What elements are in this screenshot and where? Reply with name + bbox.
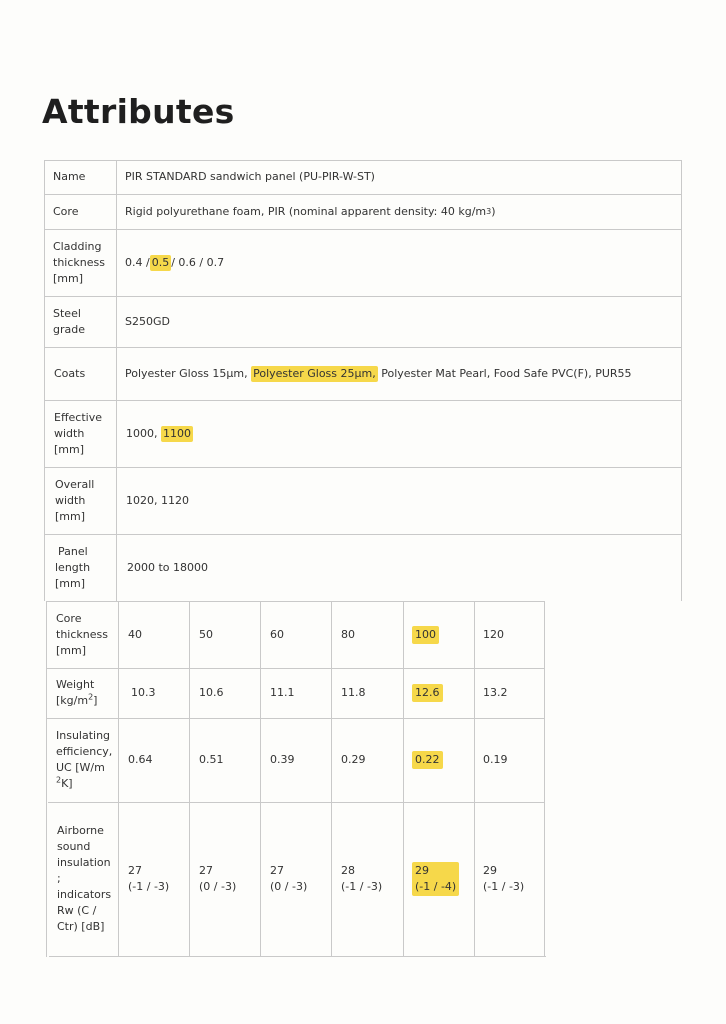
airborne-value: 29 (-1 / -3) — [483, 864, 525, 893]
steel-label: Steel grade — [53, 306, 85, 336]
core-value: Rigid polyurethane foam, PIR (nominal apparent density: 40 kg/m 3 ) — [125, 204, 496, 218]
insulating-value: 0.64 — [128, 753, 153, 766]
weight-value: 11.8 — [341, 686, 366, 699]
weight-value: 12.6 — [412, 668, 443, 718]
weight-value: 13.2 — [483, 686, 508, 699]
airborne-value: 27 (0 / -3) — [199, 864, 237, 893]
airborne-label: Airborne sound insulation ; indicators Rw (C / Ctr) [dB] — [57, 824, 112, 933]
airborne-value: 27 (0 / -3) — [270, 864, 308, 893]
core-thickness-value: 120 — [483, 627, 504, 641]
overall-value: 1020, 1120 — [126, 493, 189, 507]
coats-highlight: Polyester Gloss 25µm, — [253, 366, 376, 380]
insulating-label: Insulating efficiency, UC [W/m $^2$K] — [56, 729, 113, 790]
core-thickness-label: Core thickness [mm] — [56, 611, 108, 657]
effective-label: Effective width [mm] — [54, 410, 102, 456]
airborne-value: 29 (-1 / -4) — [412, 802, 459, 956]
airborne-value: 27 (-1 / -3) — [128, 864, 170, 893]
effective-highlight: 1100 — [163, 426, 191, 440]
insulating-value: 0.51 — [199, 753, 224, 766]
name-label: Name — [53, 170, 86, 183]
core-thickness-value: 50 — [199, 627, 213, 641]
weight-value: 10.3 — [131, 686, 156, 699]
coats-value: Polyester Gloss 15µm, Polyester Gloss 25µm, Polyester Mat Pearl, Food Safe PVC(F), PUR55 — [125, 366, 632, 380]
core-thickness-value: 100 — [412, 601, 439, 668]
insulating-value: 0.22 — [412, 718, 443, 802]
core-label: Core — [53, 204, 79, 218]
page-title: Attributes — [42, 92, 235, 131]
name-value: PIR STANDARD sandwich panel (PU-PIR-W-ST) — [125, 170, 375, 183]
core-thickness-value: 60 — [270, 627, 284, 641]
cladding-value: 0.4 / 0.5 / 0.6 / 0.7 — [125, 255, 225, 269]
airborne-value: 28 (-1 / -3) — [341, 864, 383, 893]
core-thickness-value: 40 — [128, 627, 142, 641]
panel-label: Panel length [mm] — [55, 544, 91, 590]
cladding-label: Cladding thickness [mm] — [53, 239, 105, 285]
insulating-value: 0.39 — [270, 753, 295, 766]
weight-value: 10.6 — [199, 686, 224, 699]
coats-label: Coats — [54, 366, 86, 380]
core-thickness-value: 80 — [341, 627, 355, 641]
insulating-value: 0.19 — [483, 753, 508, 766]
weight-value: 11.1 — [270, 686, 295, 699]
weight-label: Weight $[kg/m^2]$ — [56, 678, 98, 707]
overall-label: Overall width [mm] — [55, 477, 95, 523]
panel-value: 2000 to 18000 — [127, 560, 209, 574]
steel-value: S250GD — [125, 314, 170, 328]
effective-value: 1000, 1100 — [126, 426, 191, 440]
insulating-value: 0.29 — [341, 753, 366, 766]
cladding-highlight: 0.5 — [151, 255, 170, 269]
